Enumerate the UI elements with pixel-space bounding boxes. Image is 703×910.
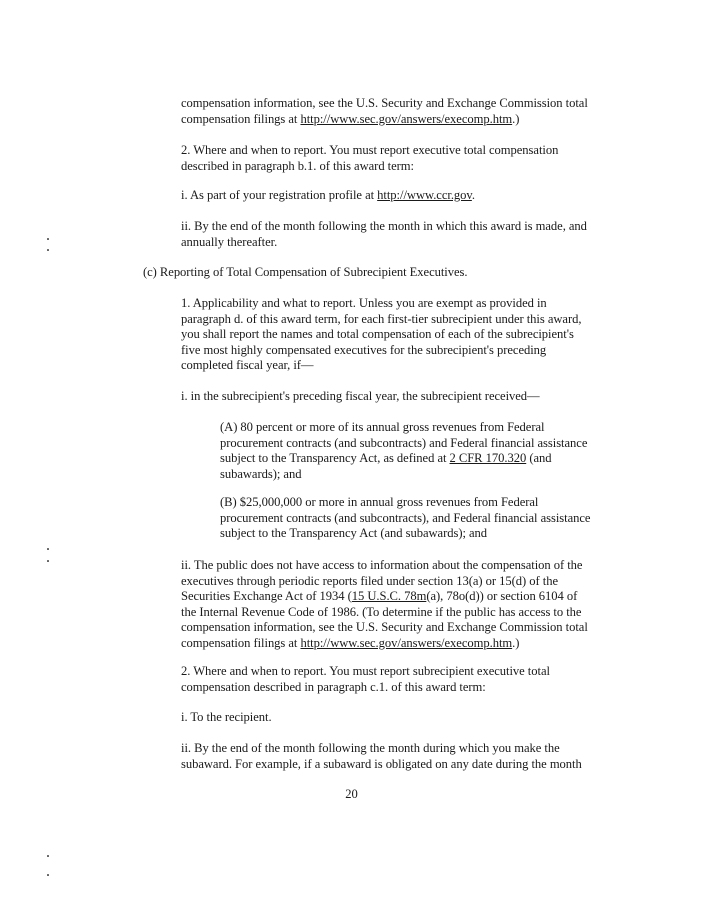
text-fragment: i. As part of your registration profile at [181,188,378,202]
text-line: you shall report the names and total compensation of each of the subrecipient's [181,327,574,342]
paragraph-item-a [220,420,587,482]
margin-speck [47,560,49,562]
text-line: described in paragraph b.1. of this award term: [181,158,415,173]
text-line: ii. By the end of the month following the month in which this award is made, and [181,219,587,233]
text-fragment: (a), 78o(d)) or section 6104 of [426,589,578,604]
text-fragment: Securities Exchange Act of 1934 ( [181,589,352,604]
page-number: 20 [345,787,358,801]
text-line: 2. Where and when to report. You must report executive total compensation [181,143,559,157]
text-line: subaward. For example, if a subaward is obligated on any date during the month [181,756,582,771]
text-line: completed fiscal year, if— [181,358,314,373]
text-line [181,188,475,204]
sec-execomp-link[interactable]: http://www.sec.gov/answers/execomp.htm [300,635,513,650]
paragraph-registration-profile [181,188,475,204]
margin-speck [47,855,49,857]
paragraph-applicability [181,296,581,374]
text-line: subject to the Transparency Act (and subawards); and [220,526,488,541]
text-fragment: compensation filings at [181,635,301,650]
text-line [181,636,588,652]
paragraph-subaward-timing [181,741,582,772]
text-fragment: .) [512,111,520,126]
section-heading-c [143,265,468,281]
text-line: executives through periodic reports filed under section 13(a) or 15(d) of the [181,573,558,588]
text-line: annually thereafter. [181,234,278,249]
text-line: ii. By the end of the month following the month during which you make the [181,741,560,755]
paragraph-public-access [181,558,588,652]
margin-speck [47,548,49,550]
paragraph-end-of-month [181,219,587,250]
text-line [181,112,588,128]
text-line: subawards); and [220,466,302,481]
margin-speck [47,249,49,251]
text-fragment: (and [526,451,552,466]
text-line: paragraph d. of this award term, for each first-tier subrecipient under this award, [181,311,582,326]
text-line: procurement contracts (and subcontracts), and Federal financial assistance [220,510,591,525]
text-line: the Internal Revenue Code of 1986. (To determine if the public has access to the [181,604,582,619]
paragraph-where-when-report [181,143,558,174]
sec-execomp-link[interactable]: http://www.sec.gov/answers/execomp.htm [300,111,513,126]
margin-speck [47,874,49,876]
text-fragment: subject to the Transparency Act, as defined at [220,451,450,466]
text-fragment: .) [512,635,520,650]
text-line [220,451,587,467]
text-fragment: compensation filings at [181,111,301,126]
ccr-link[interactable]: http://www.ccr.gov [377,188,472,202]
text-line: 2. Where and when to report. You must report subrecipient executive total [181,664,550,678]
text-line: compensation described in paragraph c.1. of this award term: [181,679,486,694]
text-line: (c) Reporting of Total Compensation of Subrecipient Executives. [143,265,468,279]
text-line: i. in the subrecipient's preceding fiscal year, the subrecipient received— [181,389,540,403]
margin-speck [47,238,49,240]
paragraph-exec-comp-info [181,96,588,127]
text-line [181,589,588,605]
cfr-link[interactable]: 2 CFR 170.320 [449,451,527,466]
text-line: five most highly compensated executives for the subrecipient's preceding [181,342,547,357]
paragraph-preceding-fiscal-year [181,389,540,405]
text-line: procurement contracts (and subcontracts) and Federal financial assistance [220,435,588,450]
paragraph-subrecipient-where-when [181,664,550,695]
paragraph-to-recipient [181,710,272,726]
text-line: ii. The public does not have access to information about the compensation of the [181,558,583,572]
usc-link[interactable]: 15 U.S.C. 78m [351,589,427,604]
text-line: i. To the recipient. [181,710,272,724]
text-line: (B) $25,000,000 or more in annual gross revenues from Federal [220,495,539,509]
text-line: 1. Applicability and what to report. Unless you are exempt as provided in [181,296,547,310]
paragraph-item-b [220,495,590,542]
text-fragment: . [471,188,475,202]
text-line: compensation information, see the U.S. Security and Exchange Commission total [181,96,588,110]
text-line: compensation information, see the U.S. Security and Exchange Commission total [181,620,588,635]
text-line: (A) 80 percent or more of its annual gross revenues from Federal [220,420,545,434]
